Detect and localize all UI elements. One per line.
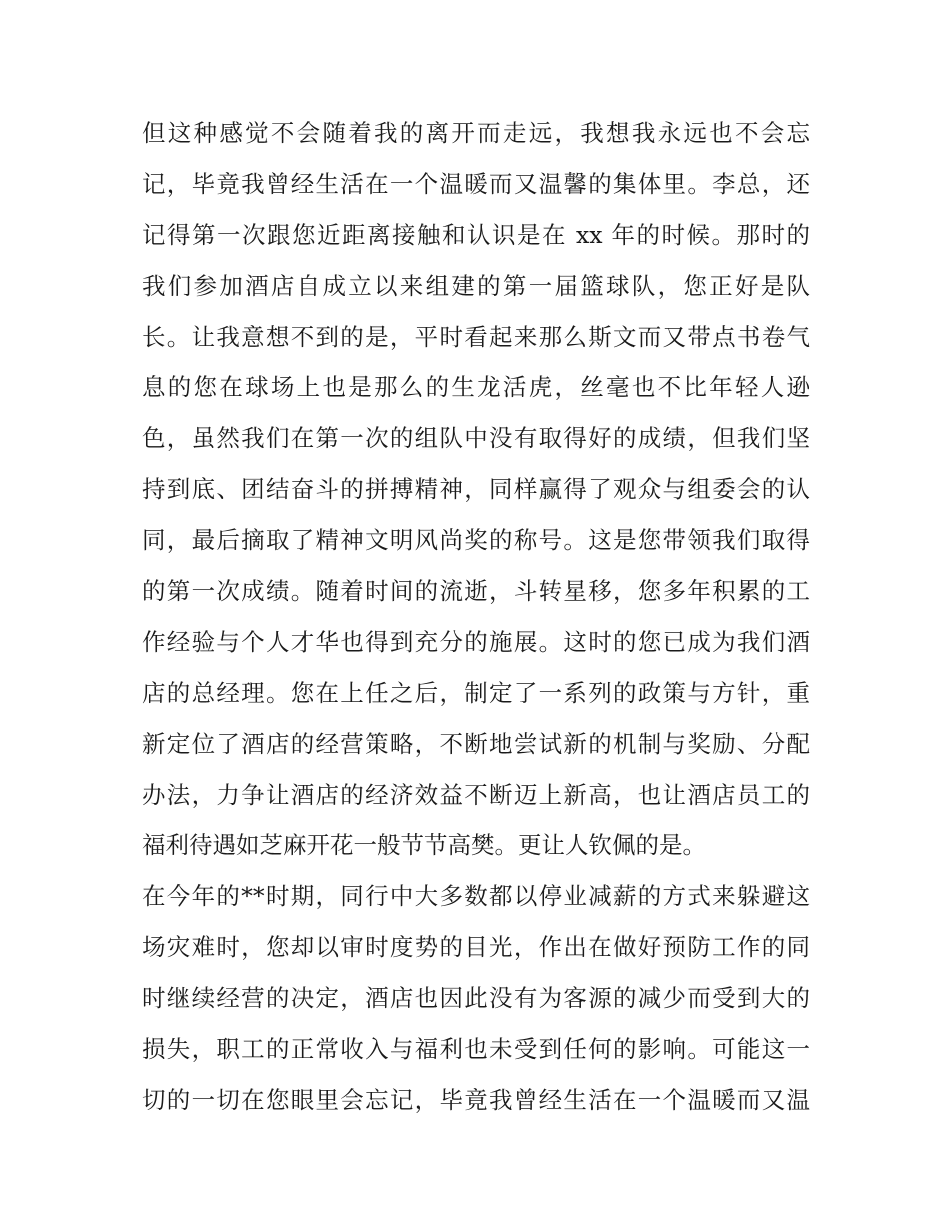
text-line: 记得第一次跟您近距离接触和认识是在 xx 年的时候。那时的 [142,220,810,249]
paragraph-2 [142,871,810,1125]
text-line: 时继续经营的决定，酒店也因此没有为客源的减少而受到大的 [142,984,810,1013]
text-line: 损失，职工的正常收入与福利也未受到任何的影响。可能这一 [142,1035,810,1064]
text-line: 切的一切在您眼里会忘记，毕竟我曾经生活在一个温暖而又温 [142,1085,810,1114]
text-line: 店的总经理。您在上任之后，制定了一系列的政策与方针，重 [142,678,810,707]
text-line: 息的您在球场上也是那么的生龙活虎，丝毫也不比年轻人逊 [142,373,810,402]
text-line: 记，毕竟我曾经生活在一个温暖而又温馨的集体里。李总，还 [142,169,810,198]
text-line: 新定位了酒店的经营策略，不断地尝试新的机制与奖励、分配 [142,729,810,758]
text-line: 作经验与个人才华也得到充分的施展。这时的您已成为我们酒 [142,627,810,656]
text-line: 色，虽然我们在第一次的组队中没有取得好的成绩，但我们坚 [142,424,810,453]
text-line: 我们参加酒店自成立以来组建的第一届篮球队，您正好是队 [142,271,810,300]
text-line: 福利待遇如芝麻开花一般节节高樊。更让人钦佩的是。 [142,831,706,860]
text-line: 长。让我意想不到的是，平时看起来那么斯文而又带点书卷气 [142,322,810,351]
text-line: 的第一次成绩。随着时间的流逝，斗转星移，您多年积累的工 [142,577,810,606]
document-page [142,108,810,1126]
text-line: 但这种感觉不会随着我的离开而走远，我想我永远也不会忘 [142,119,810,147]
paragraph-1 [142,108,810,871]
text-line: 办法，力争让酒店的经济效益不断迈上新高，也让酒店员工的 [142,780,810,809]
text-line: 同，最后摘取了精神文明风尚奖的称号。这是您带领我们取得 [142,526,810,555]
text-line: 在今年的**时期，同行中大多数都以停业减薪的方式来躲避这 [142,882,810,911]
text-line: 场灾难时，您却以审时度势的目光，作出在做好预防工作的同 [142,933,810,962]
text-line: 持到底、团结奋斗的拼搏精神，同样赢得了观众与组委会的认 [142,475,810,504]
